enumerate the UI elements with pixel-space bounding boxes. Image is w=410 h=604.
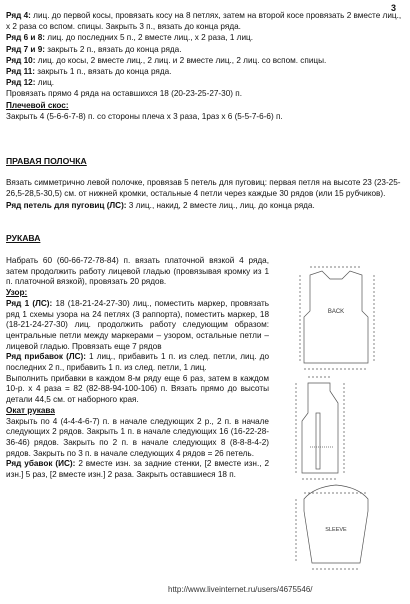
back-label: BACK xyxy=(327,309,345,315)
sleeve-p1: Набрать 60 (60-66-72-78-84) п. вязать платочной вязкой 4 ряда, затем продолжить работу лицевой гладью (провязывая кромку из 1 п. платочной вязкой), провязать 20 рядов. xyxy=(6,256,269,287)
back-piece xyxy=(300,267,374,369)
sleeves-heading-wrap xyxy=(6,233,402,244)
right-front-section xyxy=(6,156,402,211)
row-11: Ряд 11: закрыть 1 п., вязать до конца ряда. xyxy=(6,67,172,77)
increase-row: Ряд прибавок (ЛС): 1 лиц., прибавить 1 п. из след. петли, лиц. до последних 2 п., прибавить 1 п. из след. петли, 1 лиц. xyxy=(6,352,269,373)
decrease-row: Ряд убавок (ИС): 2 вместе изн. за задние стенки, [2 вместе изн., 2 изн.] 5 раз, [2 вместе изн.] 2 раза. Закрыть оставшиеся 18 п. xyxy=(6,459,269,480)
straight-rows: Провязать прямо 4 ряда на оставшихся 18 (20-23-25-27-30) п. xyxy=(6,89,242,99)
sleeve-row1: Ряд 1 (ЛС): 18 (18-21-24-27-30) лиц., поместить маркер, провязать ряд 1 схемы узора на 24 петлях (3 раппорта), поместить маркер, 18 (18-21-24-27-30) лиц. продолжить работу следующим образом: центральные петли между маркерами – узором, остальные петли – лицевой гладью. Провязать еще 7 рядов xyxy=(6,298,269,351)
row-4: Ряд 4: лиц. до первой косы, провязать косу на 8 петлях, затем на второй косе провязать 2 вместе лиц., х 2 раза со вспом. спицы. Закрыть 3 п., вязать до конца ряда. xyxy=(6,11,402,32)
top-instructions xyxy=(6,10,402,122)
section-heading-sleeves: РУКАВА xyxy=(6,233,41,243)
row-7-9: Ряд 7 и 9: закрыть 2 п., вязать до конца ряда. xyxy=(6,44,182,54)
sleeve-cap-heading: Окат рукава xyxy=(6,405,55,415)
sleeves-text xyxy=(6,256,269,481)
front-piece xyxy=(296,377,344,479)
row-10: Ряд 10: лиц. до косы, 2 вместе лиц., 2 лиц. и 2 вместе лиц., 2 лиц. со вспом. спицы. xyxy=(6,55,327,65)
right-front-para: Вязать симметрично левой полочке, провязав 5 петель для пуговиц: первая петля на высоте 23 (23-25-26,5-28,5-30,5) см. от нижней кромки, остальные 4 петли через каждые 30 рядов (или 15 рубчиков). xyxy=(6,178,401,199)
sleeve-p2: Выполнить прибавки в каждом 8-м ряду еще 6 раз, затем в каждом 10-р. х 4 раза = 82 (82-88-94-100-106) п. Вязать прямо до высоты детали 44,5 см. от наборного края. xyxy=(6,373,269,405)
sleeve-piece xyxy=(296,485,368,569)
watermark-url: http://www.liveinternet.ru/users/4675546/ xyxy=(168,585,313,594)
sleeve-p3: Закрыть по 4 (4-4-4-6-7) п. в начале следующих 2 р., 2 п. в начале следующих 2 рядов. Закрыть 1 п. в начале следующих 16 (16-22-28-36-46) рядов. Закрыть по 2 п. в начале следующих 8 (8-8-8-4-2) рядов. Закрыть по 3 п. в начале следующих 4 рядов = 26 петель. xyxy=(6,416,269,458)
section-heading-right-front: ПРАВАЯ ПОЛОЧКА xyxy=(6,156,87,166)
buttonhole-row: Ряд петель для пуговиц (ЛС): 3 лиц., накид, 2 вместе лиц., лиц. до конца ряда. xyxy=(6,200,315,210)
shoulder-heading: Плечевой скос: xyxy=(6,100,69,110)
pattern-heading: Узор: xyxy=(6,288,28,298)
shoulder-text: Закрыть 4 (5-6-6-7-8) п. со стороны плеча х 3 раза, 1раз х 6 (5-5-7-6-6) п. xyxy=(6,111,283,121)
schematic-diagram xyxy=(270,263,404,573)
row-12: Ряд 12: лиц. xyxy=(6,78,55,88)
page-number: 3 xyxy=(390,3,396,13)
row-6-8: Ряд 6 и 8: лиц. до последних 5 п., 2 вместе лиц., х 2 раза, 1 лиц. xyxy=(6,33,253,43)
sleeve-label: SLEEVE xyxy=(325,527,347,533)
